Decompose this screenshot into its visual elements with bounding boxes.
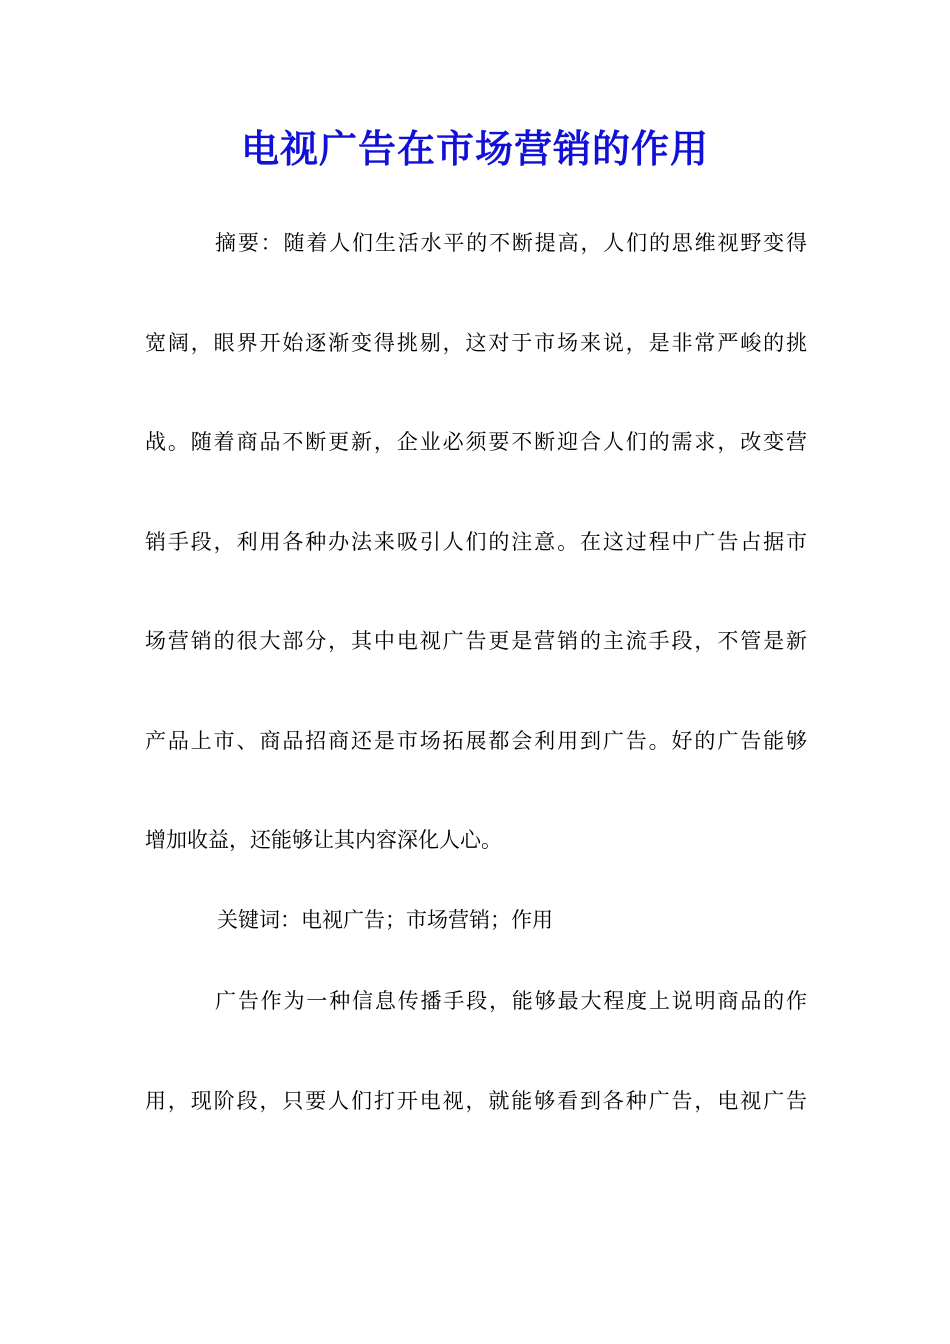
abstract-line: 增加收益，还能够让其内容深化人心。	[145, 828, 502, 852]
body-line: 用，现阶段，只要人们打开电视，就能够看到各种广告，电视广告	[145, 1089, 807, 1113]
abstract-line: 宽阔，眼界开始逐渐变得挑剔，这对于市场来说，是非常严峻的挑	[145, 331, 807, 355]
abstract-line: 战。随着商品不断更新，企业必须要不断迎合人们的需求，改变营	[145, 430, 807, 454]
abstract-line: 产品上市、商品招商还是市场拓展都会利用到广告。好的广告能够	[145, 729, 807, 753]
keywords-line: 关键词：电视广告；市场营销；作用	[217, 908, 553, 932]
abstract-line: 摘要：随着人们生活水平的不断提高，人们的思维视野变得	[215, 231, 807, 255]
abstract-line: 场营销的很大部分，其中电视广告更是营销的主流手段，不管是新	[145, 629, 807, 653]
abstract-line: 销手段，利用各种办法来吸引人们的注意。在这过程中广告占据市	[145, 530, 807, 554]
body-line: 广告作为一种信息传播手段，能够最大程度上说明商品的作	[215, 989, 807, 1013]
document-title: 电视广告在市场营销的作用	[240, 126, 709, 171]
